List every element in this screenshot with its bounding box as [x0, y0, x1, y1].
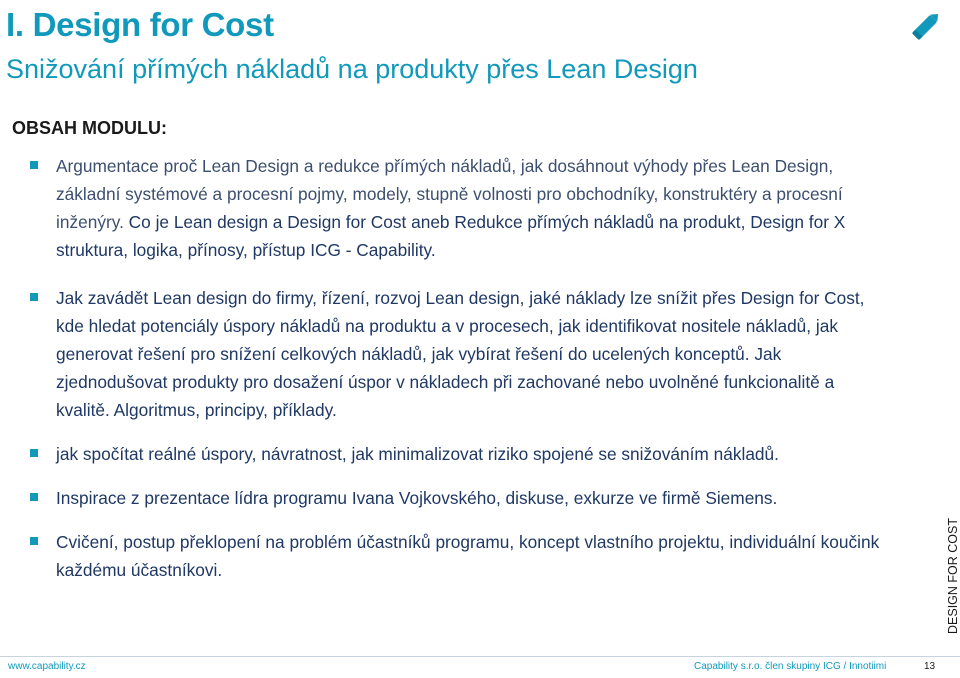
bullet-square-icon — [30, 293, 38, 301]
bullet-text-part1: Argumentace proč Lean Design a redukce přímých nákladů, jak dosáhnout výhody přes Lean Design, základní systémové a procesní pojmy, modely, stupně volnosti pro obchodníky, konstruktéry a procesní inženýry. — [56, 156, 843, 232]
list-item — [30, 484, 890, 512]
footer-divider — [0, 656, 960, 657]
list-item — [30, 528, 890, 584]
slide-subtitle: Snižování přímých nákladů na produkty přes Lean Design — [6, 54, 698, 84]
section-heading: OBSAH MODULU: — [12, 118, 167, 138]
bullet-text: Inspirace z prezentace lídra programu Ivana Vojkovského, diskuse, exkurze ve firmě Siemens. — [56, 488, 778, 508]
slide-title: I. Design for Cost — [6, 6, 274, 43]
bullet-square-icon — [30, 493, 38, 501]
footer-company: Capability s.r.o. člen skupiny ICG / Innotiimi — [694, 661, 887, 672]
bullet-square-icon — [30, 537, 38, 545]
bullet-text: Cvičení, postup překlopení na problém účastníků programu, koncept vlastního projektu, individuální koučink každému účastníkovi. — [56, 532, 880, 580]
side-label: DESIGN FOR COST — [946, 518, 960, 634]
pencil-icon — [908, 8, 944, 44]
page-number: 13 — [924, 661, 936, 672]
bullet-list — [30, 152, 890, 584]
bullet-square-icon — [30, 161, 38, 169]
list-item — [30, 440, 890, 468]
bullet-text: jak spočítat reálné úspory, návratnost, jak minimalizovat riziko spojené se snižováním nákladů. — [56, 444, 779, 464]
list-item — [30, 152, 890, 264]
bullet-text: Jak zavádět Lean design do firmy, řízení, rozvoj Lean design, jaké náklady lze snížit přes Design for Cost, kde hledat potenciály úspory nákladů na produktu a v procesech, jak identifikovat nositele nákladů, jak generovat řešení pro snížení celkových nákladů, jak vybírat řešení do ucelených konceptů. Jak zjednodušovat produkty pro dosažení úspor v nákladech při zachované nebo uvolněné funkcionalitě a kvalitě. Algoritmus, principy, příklady. — [56, 288, 865, 420]
bullet-square-icon — [30, 449, 38, 457]
bullet-text-part2: Co je Lean design a Design for Cost aneb Redukce přímých nákladů na produkt, Design for X struktura, logika, přínosy, přístup ICG - Capability. — [56, 212, 846, 260]
footer-website-link[interactable]: www.capability.cz — [8, 661, 86, 672]
list-item — [30, 284, 890, 424]
